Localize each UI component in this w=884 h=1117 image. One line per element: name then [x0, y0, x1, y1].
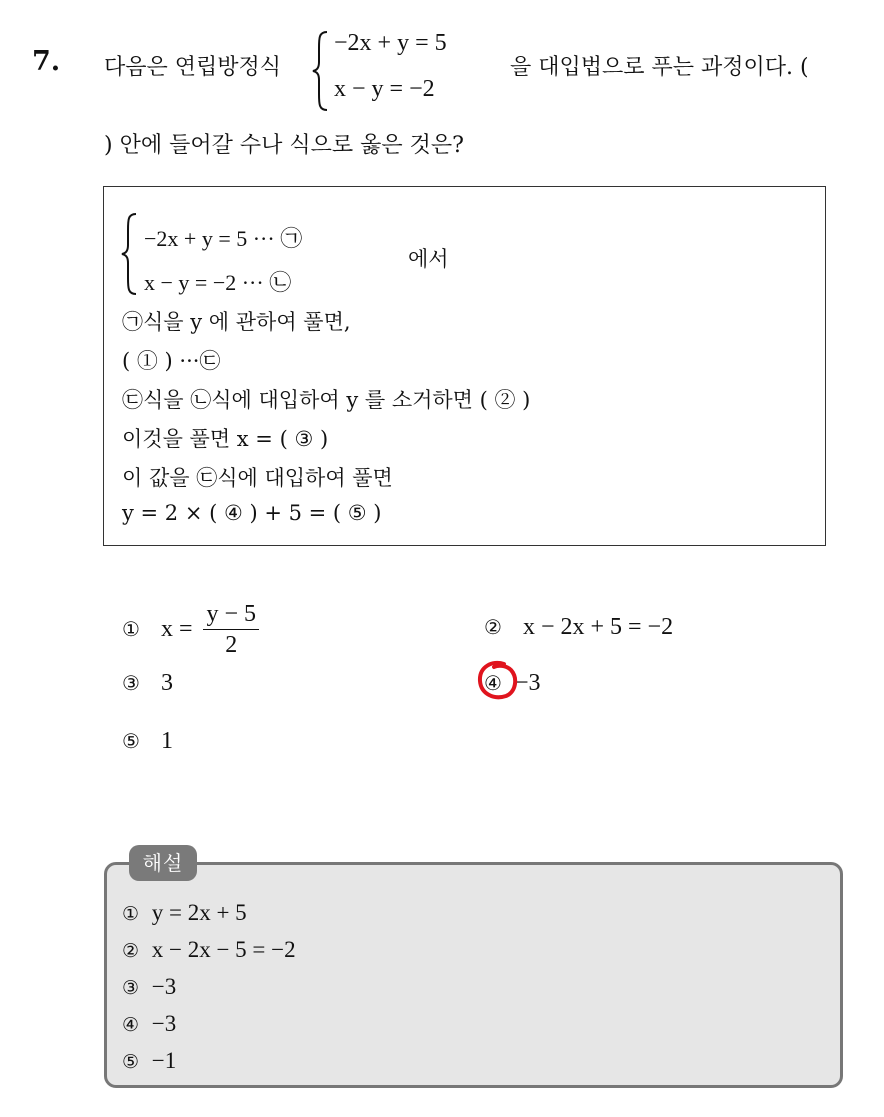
explanation-line-2	[122, 937, 296, 963]
explanation-line-5	[122, 1048, 176, 1074]
choice-3-text: 3	[160, 670, 173, 696]
explanation-line-4-number: ④	[122, 1014, 140, 1036]
stem-system-eq2: x − y = −2	[334, 76, 435, 102]
explanation-line-3-number: ③	[122, 977, 140, 999]
explanation-line-5-text: −1	[151, 1048, 177, 1073]
answer-mark-circle	[474, 658, 522, 704]
choice-2[interactable]	[484, 614, 673, 641]
explanation-line-3-text: −3	[151, 974, 177, 999]
question-stem-after: 을 대입법으로 푸는 과정이다. (	[510, 55, 809, 80]
explanation-line-1	[122, 900, 247, 926]
explanation-line-4-text: −3	[151, 1011, 177, 1036]
choice-1-prefix: x =	[160, 615, 193, 642]
question-stem-intro: 다음은 연립방정식	[104, 55, 282, 80]
explanation-line-5-number: ⑤	[122, 1051, 140, 1073]
choice-3-number: ③	[122, 671, 140, 695]
process-line-1: ㉠식을 y 에 관하여 풀면,	[122, 310, 351, 334]
choice-4-text: −3	[514, 670, 541, 696]
choice-2-text: x − 2x + 5 = −2	[522, 614, 674, 640]
process-system-brace	[120, 212, 140, 296]
process-system-suffix: 에서	[408, 247, 449, 271]
question-number: 7.	[32, 46, 61, 77]
choice-1[interactable]	[122, 600, 259, 660]
explanation-line-4	[122, 1011, 176, 1037]
process-line-2: ( ① ) ···㉢	[122, 349, 221, 373]
explanation-line-2-text: x − 2x − 5 = −2	[151, 937, 296, 962]
choice-4-number: ④	[484, 671, 502, 695]
explanation-line-2-number: ②	[122, 940, 140, 962]
explanation-box	[104, 862, 843, 1088]
process-system-eq2: x − y = −2 ··· ㉡	[144, 270, 292, 295]
question-stem-line2: ) 안에 들어갈 수나 식으로 옳은 것은?	[104, 133, 464, 158]
choice-1-denominator: 2	[225, 631, 238, 658]
process-line-5: 이 값을 ㉢식에 대입하여 풀면	[122, 466, 393, 490]
process-line-4: 이것을 풀면 x = ( ③ )	[122, 427, 329, 451]
stem-system-eq1: −2x + y = 5	[334, 30, 447, 56]
choice-5-text: 1	[160, 728, 173, 754]
choice-1-fraction	[203, 600, 259, 660]
process-system-eq1: −2x + y = 5 ··· ㉠	[144, 226, 303, 251]
explanation-line-1-text: y = 2x + 5	[151, 900, 247, 925]
choice-5-number: ⑤	[122, 729, 140, 753]
choice-1-number: ①	[122, 616, 140, 641]
process-line-3: ㉢식을 ㉡식에 대입하여 y 를 소거하면 ( ② )	[122, 388, 531, 412]
choice-2-number: ②	[484, 615, 502, 639]
explanation-title: 해설	[129, 845, 197, 881]
stem-system-brace	[311, 30, 331, 112]
choice-1-numerator: y − 5	[203, 600, 259, 630]
choice-5[interactable]	[122, 728, 173, 755]
choice-3[interactable]	[122, 670, 173, 697]
explanation-line-3	[122, 974, 176, 1000]
explanation-line-1-number: ①	[122, 903, 140, 925]
process-line-6: y = 2 × ( ④ ) + 5 = ( ⑤ )	[122, 501, 382, 525]
